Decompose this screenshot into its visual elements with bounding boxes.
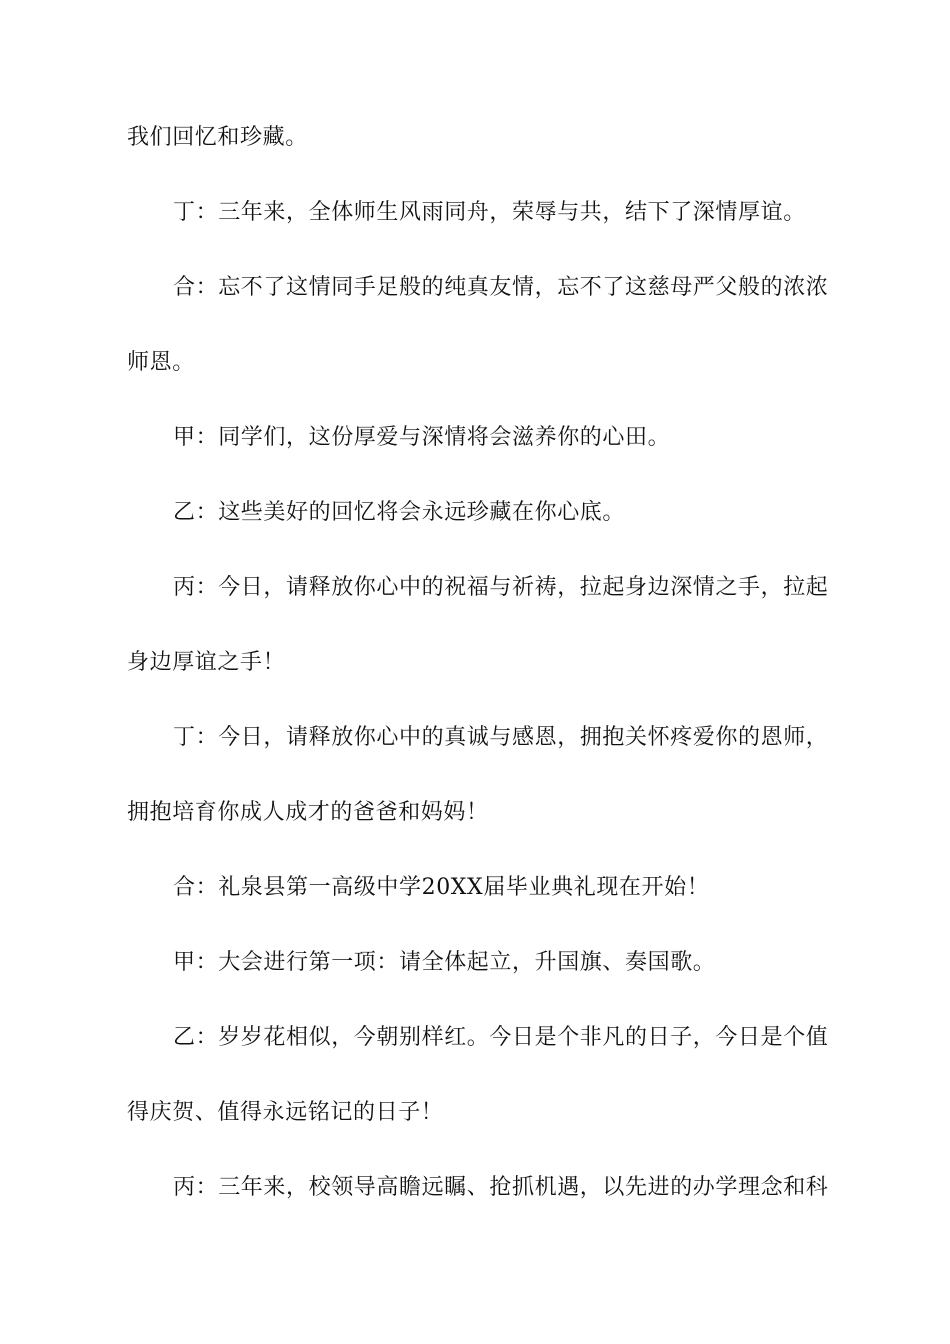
text-line: 得庆贺、值得永远铭记的日子！ [127,1100,444,1125]
text-line: 拥抱培育你成人成才的爸爸和妈妈！ [127,800,489,825]
text-line: 丙：三年来，校领导高瞻远瞩、抢抓机遇，以先进的办学理念和科 [173,1175,829,1200]
text-line: 身边厚谊之手！ [127,650,286,675]
text-line: 甲：同学们，这份厚爱与深情将会滋养你的心田。 [173,425,671,450]
text-line: 丙：今日，请释放你心中的祝福与祈祷，拉起身边深情之手，拉起 [173,575,829,600]
text-line: 乙：这些美好的回忆将会永远珍藏在你心底。 [173,500,626,525]
text-line: 丁：三年来，全体师生风雨同舟，荣辱与共，结下了深情厚谊。 [173,200,806,225]
text-line: 丁：今日，请释放你心中的真诚与感恩，拥抱关怀疼爱你的恩师， [173,725,829,750]
text-line: 甲：大会进行第一项：请全体起立，升国旗、奏国歌。 [173,950,716,975]
text-line: 合：礼泉县第一高级中学20XX届毕业典礼现在开始！ [173,875,710,900]
text-line: 师恩。 [127,350,195,375]
text-line: 合：忘不了这情同手足般的纯真友情，忘不了这慈母严父般的浓浓 [173,275,829,300]
text-line: 我们回忆和珍藏。 [127,125,308,150]
text-line: 乙：岁岁花相似，今朝别样红。今日是个非凡的日子，今日是个值 [173,1025,829,1050]
